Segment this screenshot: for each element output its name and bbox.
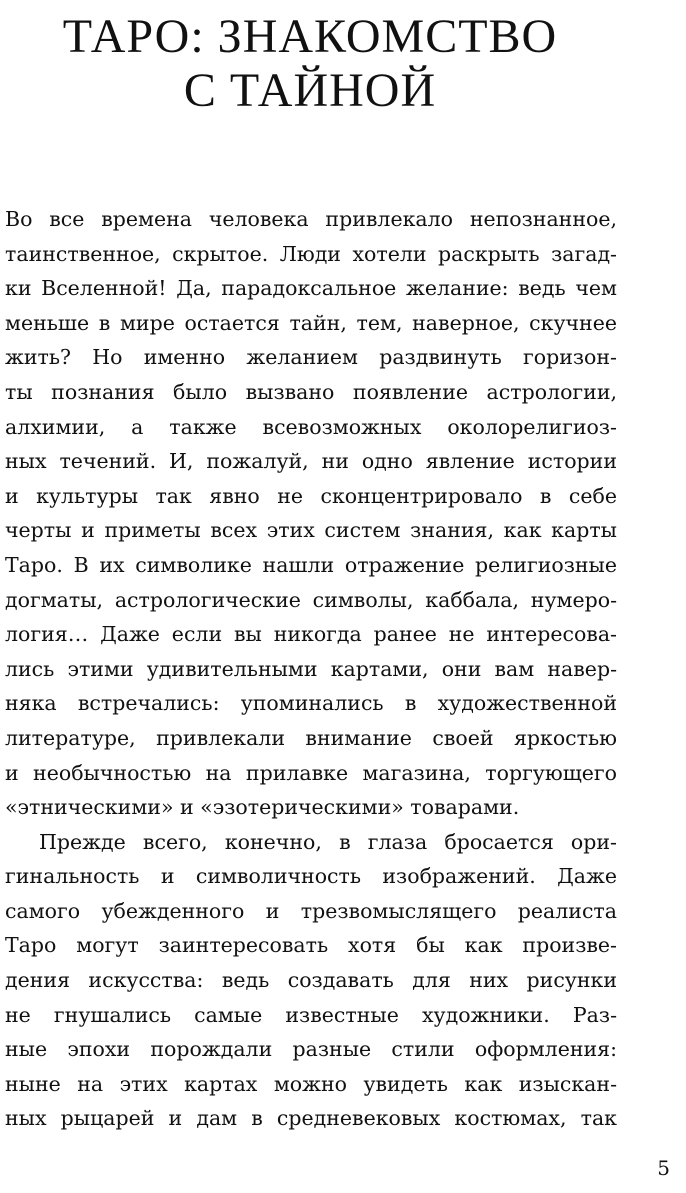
text-line: жить? Но именно желанием раздвинуть горизон- [5,345,617,370]
text-line: Таро. В их символике нашли отражение религиозные [5,552,617,577]
text-line: алхимии, а также всевозможных околорелигиоз- [5,414,617,439]
text-line: лись этими удивительными картами, они вам навер- [5,656,617,681]
body-text [5,202,617,1136]
paragraph-2 [5,825,617,1136]
text-line: ки Вселенной! Да, парадоксальное желание: ведь чем [5,276,617,301]
chapter-title-line-1: ТАРО: ЗНАКОМСТВО [62,10,558,63]
paragraph-1 [5,202,617,825]
text-line: ные эпохи порождали разные стили оформления: [5,1037,617,1062]
text-line: литературе, привлекали внимание своей яркостью [5,725,617,750]
text-line: Во все времена человека привлекало непознанное, [5,207,617,231]
text-line: Таро могут заинтересовать хотя бы как произве- [5,933,617,958]
text-line: ных рыцарей и дам в средневековых костюмах, так [5,1106,617,1131]
text-line: черты и приметы всех этих систем знания, как карты [5,518,617,543]
text-line: не гнушались самые известные художники. Раз- [5,1002,617,1027]
text-line: таинственное, скрытое. Люди хотели раскрыть загад- [5,241,617,266]
text-line: логия… Даже если вы никогда ранее не интересова- [5,622,617,647]
text-line: «этническими» и «эзотерическими» товарами. [5,795,520,820]
text-line: Прежде всего, конечно, в глаза бросается ори- [39,829,617,854]
text-line: дения искусства: ведь создавать для них рисунки [5,968,617,993]
text-line: и культуры так явно не сконцентрировало в себе [5,483,617,508]
text-line: догматы, астрологические символы, каббала, нумеро- [5,587,617,612]
text-line: самого убежденного и трезвомыслящего реалиста [5,898,617,923]
chapter-title-line-2: С ТАЙНОЙ [183,64,437,117]
text-line: и необычностью на прилавке магазина, торгующего [5,760,617,785]
text-line: ныне на этих картах можно увидеть как изыскан- [5,1071,617,1096]
text-line: меньше в мире остается тайн, тем, наверное, скучнее [5,310,617,335]
page-number: 5 [657,1156,670,1180]
text-line: ты познания было вызвано появление астрологии, [5,379,617,404]
text-line: гинальность и символичность изображений. Даже [5,864,617,889]
text-line: няка встречались: упоминались в художественной [5,691,617,716]
chapter-title [0,10,620,118]
text-line: ных течений. И, пожалуй, ни одно явление истории [5,449,617,474]
